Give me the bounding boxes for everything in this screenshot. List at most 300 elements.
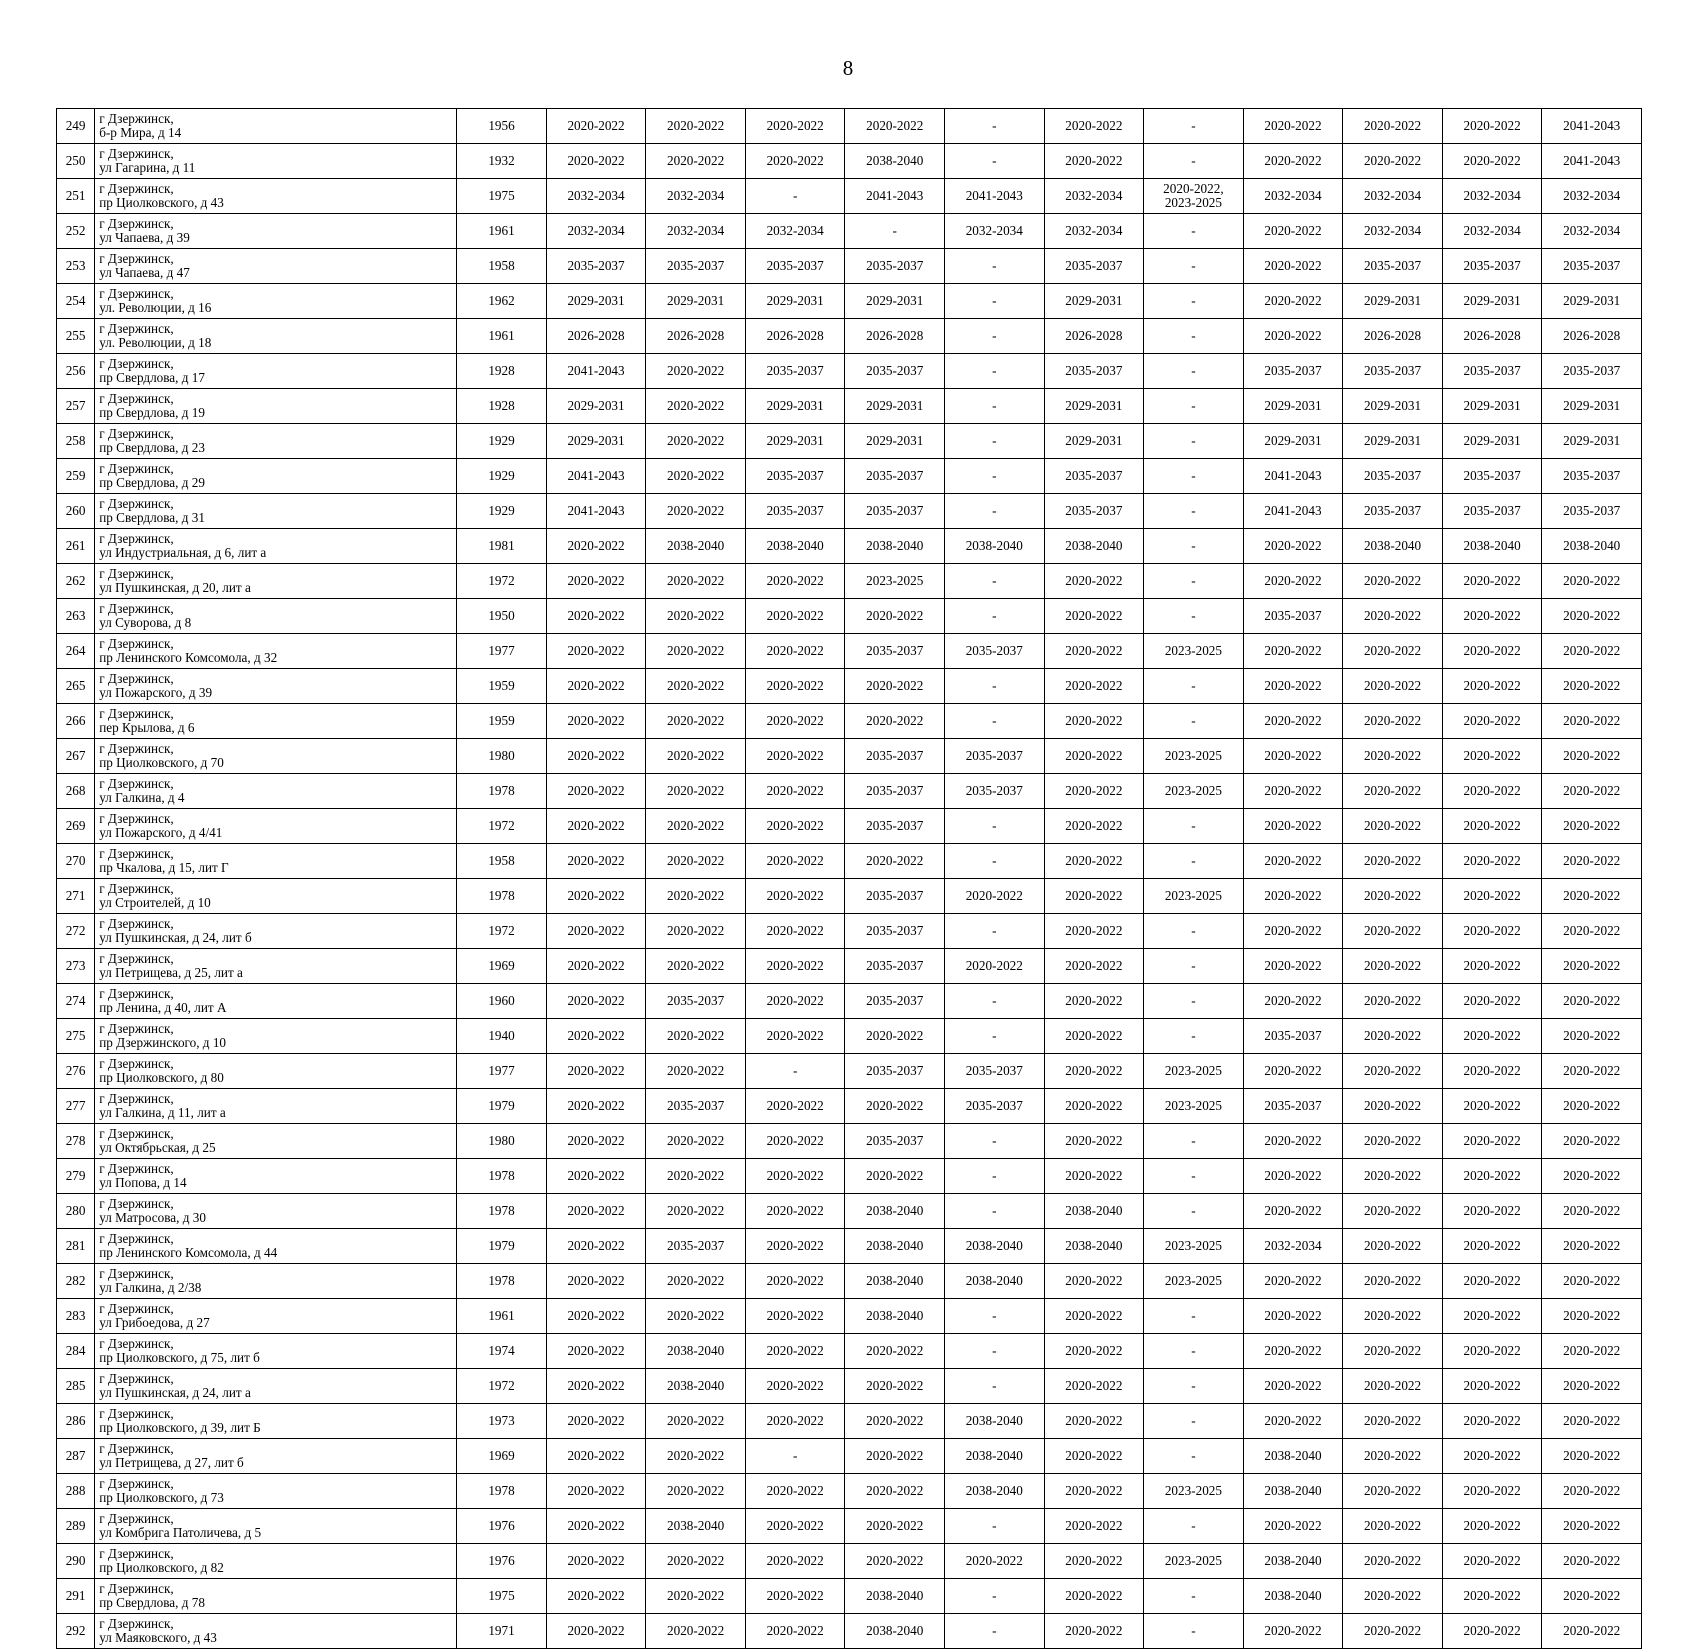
repair-period-cell: 2020-2022 bbox=[1542, 1194, 1642, 1229]
repair-period-cell: 2020-2022 bbox=[646, 1159, 746, 1194]
repair-period-cell: - bbox=[945, 1579, 1045, 1614]
address-cell: г Дзержинск, ул Галкина, д 2/38 bbox=[95, 1264, 457, 1299]
repair-period-cell: 2020-2022 bbox=[1044, 1404, 1144, 1439]
repair-period-cell: 2020-2022 bbox=[1243, 809, 1343, 844]
repair-period-cell: 2020-2022 bbox=[1442, 1264, 1542, 1299]
repair-period-cell: 2020-2022 bbox=[646, 1194, 746, 1229]
repair-period-cell: 2020-2022 bbox=[1044, 1579, 1144, 1614]
repair-period-cell: 2020-2022 bbox=[646, 1614, 746, 1649]
address-cell: г Дзержинск, пр Свердлова, д 17 bbox=[95, 354, 457, 389]
repair-period-cell: 2035-2037 bbox=[845, 1054, 945, 1089]
repair-period-cell: 2020-2022 bbox=[1542, 1369, 1642, 1404]
repair-period-cell: 2038-2040 bbox=[945, 1474, 1045, 1509]
repair-period-cell: 2035-2037 bbox=[1243, 354, 1343, 389]
repair-period-cell: 2020-2022 bbox=[546, 1264, 646, 1299]
repair-period-cell: 2020-2022 bbox=[646, 389, 746, 424]
repair-period-cell: 2020-2022 bbox=[1442, 1439, 1542, 1474]
repair-period-cell: 2020-2022 bbox=[745, 1194, 845, 1229]
repair-period-cell: 2020-2022 bbox=[1343, 739, 1443, 774]
repair-period-cell: 2020-2022 bbox=[745, 1404, 845, 1439]
repair-period-cell: - bbox=[1144, 1509, 1244, 1544]
repair-period-cell: - bbox=[945, 1614, 1045, 1649]
table-row bbox=[57, 459, 1642, 494]
repair-period-cell: 2020-2022 bbox=[1343, 1264, 1443, 1299]
repair-period-cell: 2020-2022 bbox=[1442, 634, 1542, 669]
repair-period-cell: - bbox=[1144, 564, 1244, 599]
page-number: 8 bbox=[842, 56, 854, 80]
repair-period-cell: - bbox=[1144, 459, 1244, 494]
repair-period-cell: - bbox=[945, 389, 1045, 424]
repair-period-cell: 2020-2022 bbox=[745, 914, 845, 949]
repair-period-cell: - bbox=[1144, 1369, 1244, 1404]
row-number-cell: 258 bbox=[57, 424, 95, 459]
repair-period-cell: 2026-2028 bbox=[1343, 319, 1443, 354]
repair-period-cell: - bbox=[745, 1439, 845, 1474]
repair-period-cell: 2038-2040 bbox=[646, 1509, 746, 1544]
repair-period-cell: 2020-2022 bbox=[745, 1089, 845, 1124]
repair-period-cell: 2020-2022 bbox=[1243, 1159, 1343, 1194]
repair-period-cell: 2020-2022 bbox=[1542, 984, 1642, 1019]
table-row bbox=[57, 424, 1642, 459]
repair-period-cell: 2020-2022 bbox=[1343, 564, 1443, 599]
repair-period-cell: 2020-2022 bbox=[646, 914, 746, 949]
repair-period-cell: 2035-2037 bbox=[1442, 494, 1542, 529]
repair-period-cell: 2023-2025 bbox=[1144, 1544, 1244, 1579]
repair-period-cell: 2038-2040 bbox=[845, 1579, 945, 1614]
repair-period-cell: 2020-2022 bbox=[1442, 1614, 1542, 1649]
repair-period-cell: 2020-2022 bbox=[745, 984, 845, 1019]
repair-period-cell: 2020-2022 bbox=[1343, 1474, 1443, 1509]
repair-period-cell: 2020-2022 bbox=[1044, 1019, 1144, 1054]
repair-period-cell: - bbox=[945, 564, 1045, 599]
repair-period-cell: 2020-2022 bbox=[646, 1054, 746, 1089]
repair-period-cell: 2020-2022 bbox=[546, 879, 646, 914]
repair-period-cell: 2020-2022 bbox=[1442, 1159, 1542, 1194]
repair-period-cell: 2029-2031 bbox=[1243, 424, 1343, 459]
repair-period-cell: 2020-2022 bbox=[845, 704, 945, 739]
repair-period-cell: 2020-2022 bbox=[1542, 1404, 1642, 1439]
row-number-cell: 250 bbox=[57, 144, 95, 179]
repair-period-cell: 2020-2022 bbox=[1442, 1544, 1542, 1579]
row-number-cell: 251 bbox=[57, 179, 95, 214]
table-row bbox=[57, 599, 1642, 634]
repair-period-cell: 2020-2022 bbox=[1243, 1369, 1343, 1404]
repair-period-cell: 2035-2037 bbox=[1243, 599, 1343, 634]
repair-period-cell: 2023-2025 bbox=[1144, 1474, 1244, 1509]
repair-period-cell: - bbox=[945, 809, 1045, 844]
address-cell: г Дзержинск, ул Строителей, д 10 bbox=[95, 879, 457, 914]
table-row bbox=[57, 214, 1642, 249]
repair-period-cell: 2020-2022 bbox=[646, 1264, 746, 1299]
repair-period-cell: - bbox=[1144, 599, 1244, 634]
row-number-cell: 255 bbox=[57, 319, 95, 354]
repair-period-cell: 2029-2031 bbox=[1343, 424, 1443, 459]
repair-period-cell: 2035-2037 bbox=[745, 354, 845, 389]
build-year-cell: 1969 bbox=[457, 1439, 547, 1474]
repair-period-cell: 2020-2022 bbox=[1044, 1509, 1144, 1544]
table-row bbox=[57, 564, 1642, 599]
row-number-cell: 291 bbox=[57, 1579, 95, 1614]
row-number-cell: 281 bbox=[57, 1229, 95, 1264]
build-year-cell: 1972 bbox=[457, 914, 547, 949]
repair-period-cell: - bbox=[1144, 844, 1244, 879]
repair-period-cell: 2035-2037 bbox=[1442, 459, 1542, 494]
repair-period-cell: 2020-2022 bbox=[546, 109, 646, 144]
repair-period-cell: - bbox=[845, 214, 945, 249]
repair-period-cell: 2020-2022 bbox=[1343, 1509, 1443, 1544]
repair-period-cell: - bbox=[945, 424, 1045, 459]
repair-period-cell: 2035-2037 bbox=[845, 354, 945, 389]
table-row bbox=[57, 1334, 1642, 1369]
repair-period-cell: 2020-2022 bbox=[745, 109, 845, 144]
table-row bbox=[57, 389, 1642, 424]
repair-period-cell: 2041-2043 bbox=[546, 494, 646, 529]
repair-period-cell: 2020-2022 bbox=[1044, 109, 1144, 144]
repair-period-cell: 2035-2037 bbox=[646, 249, 746, 284]
repair-period-cell: 2020-2022 bbox=[745, 739, 845, 774]
repair-period-cell: 2020-2022 bbox=[1243, 704, 1343, 739]
repair-period-cell: 2029-2031 bbox=[1243, 389, 1343, 424]
repair-period-cell: 2020-2022 bbox=[1343, 1194, 1443, 1229]
repair-period-cell: - bbox=[945, 459, 1045, 494]
build-year-cell: 1959 bbox=[457, 669, 547, 704]
repair-period-cell: 2029-2031 bbox=[1542, 389, 1642, 424]
repair-period-cell: 2032-2034 bbox=[1343, 214, 1443, 249]
build-year-cell: 1975 bbox=[457, 1579, 547, 1614]
table-row bbox=[57, 1089, 1642, 1124]
repair-period-cell: 2020-2022 bbox=[1542, 1509, 1642, 1544]
repair-period-cell: 2020-2022 bbox=[1542, 1544, 1642, 1579]
repair-period-cell: 2020-2022 bbox=[1542, 1474, 1642, 1509]
repair-period-cell: 2020-2022 bbox=[745, 1019, 845, 1054]
repair-period-cell: 2020-2022 bbox=[745, 1299, 845, 1334]
repair-period-cell: 2020-2022 bbox=[1343, 1614, 1443, 1649]
repair-period-cell: 2029-2031 bbox=[845, 389, 945, 424]
repair-period-cell: 2020-2022 bbox=[546, 774, 646, 809]
repair-period-cell: 2020-2022 bbox=[646, 1579, 746, 1614]
repair-period-cell: 2020-2022 bbox=[945, 949, 1045, 984]
address-cell: г Дзержинск, пр Циолковского, д 43 bbox=[95, 179, 457, 214]
repair-period-cell: 2038-2040 bbox=[646, 1334, 746, 1369]
repair-period-cell: 2035-2037 bbox=[1343, 354, 1443, 389]
repair-period-cell: 2035-2037 bbox=[845, 1124, 945, 1159]
repair-period-cell: 2020-2022 bbox=[845, 1474, 945, 1509]
repair-period-cell: 2020-2022 bbox=[745, 844, 845, 879]
repair-period-cell: 2020-2022 bbox=[1542, 1439, 1642, 1474]
repair-period-cell: 2020-2022 bbox=[546, 564, 646, 599]
repair-period-cell: 2020-2022 bbox=[1542, 599, 1642, 634]
repair-period-cell: - bbox=[1144, 389, 1244, 424]
repair-period-cell: 2020-2022 bbox=[745, 1159, 845, 1194]
repair-period-cell: 2020-2022 bbox=[646, 949, 746, 984]
address-cell: г Дзержинск, ул Маяковского, д 43 bbox=[95, 1614, 457, 1649]
repair-period-cell: 2020-2022 bbox=[646, 739, 746, 774]
repair-period-cell: 2020-2022 bbox=[1542, 1614, 1642, 1649]
repair-period-cell: 2020-2022 bbox=[1044, 704, 1144, 739]
repair-period-cell: - bbox=[945, 354, 1045, 389]
repair-period-cell: 2038-2040 bbox=[1542, 529, 1642, 564]
repair-period-cell: 2020-2022 bbox=[1542, 669, 1642, 704]
address-cell: г Дзержинск, ул Суворова, д 8 bbox=[95, 599, 457, 634]
repair-period-cell: 2020-2022 bbox=[546, 739, 646, 774]
build-year-cell: 1977 bbox=[457, 1054, 547, 1089]
table-row bbox=[57, 914, 1642, 949]
build-year-cell: 1956 bbox=[457, 109, 547, 144]
row-number-cell: 257 bbox=[57, 389, 95, 424]
repair-period-cell: - bbox=[945, 249, 1045, 284]
repair-period-cell: 2020-2022 bbox=[1542, 1579, 1642, 1614]
build-year-cell: 1978 bbox=[457, 879, 547, 914]
repair-period-cell: - bbox=[945, 1159, 1045, 1194]
address-cell: г Дзержинск, ул Петрищева, д 27, лит б bbox=[95, 1439, 457, 1474]
repair-period-cell: 2026-2028 bbox=[1442, 319, 1542, 354]
repair-period-cell: 2020-2022 bbox=[646, 599, 746, 634]
repair-period-cell: 2020-2022 bbox=[1343, 1159, 1443, 1194]
repair-period-cell: 2020-2022 bbox=[745, 774, 845, 809]
table-row bbox=[57, 634, 1642, 669]
address-cell: г Дзержинск, ул Петрищева, д 25, лит а bbox=[95, 949, 457, 984]
repair-period-cell: 2020-2022 bbox=[1442, 599, 1542, 634]
repair-period-cell: 2023-2025 bbox=[1144, 1089, 1244, 1124]
repair-period-cell: 2035-2037 bbox=[945, 1054, 1045, 1089]
build-year-cell: 1928 bbox=[457, 354, 547, 389]
repair-period-cell: 2029-2031 bbox=[546, 424, 646, 459]
build-year-cell: 1929 bbox=[457, 494, 547, 529]
repair-period-cell: 2020-2022 bbox=[745, 564, 845, 599]
repair-period-cell: 2020-2022 bbox=[646, 1439, 746, 1474]
build-year-cell: 1978 bbox=[457, 1159, 547, 1194]
table-row bbox=[57, 1054, 1642, 1089]
repair-period-cell: - bbox=[1144, 144, 1244, 179]
repair-period-cell: 2020-2022 bbox=[1044, 984, 1144, 1019]
repair-period-cell: 2020-2022 bbox=[1243, 109, 1343, 144]
repair-period-cell: 2032-2034 bbox=[546, 214, 646, 249]
repair-period-cell: 2035-2037 bbox=[845, 774, 945, 809]
address-cell: г Дзержинск, пр Свердлова, д 29 bbox=[95, 459, 457, 494]
repair-period-cell: 2038-2040 bbox=[945, 1229, 1045, 1264]
row-number-cell: 249 bbox=[57, 109, 95, 144]
table-row bbox=[57, 949, 1642, 984]
repair-period-cell: - bbox=[945, 1299, 1045, 1334]
row-number-cell: 284 bbox=[57, 1334, 95, 1369]
repair-period-cell: 2035-2037 bbox=[1542, 494, 1642, 529]
repair-period-cell: 2020-2022 bbox=[1343, 879, 1443, 914]
row-number-cell: 282 bbox=[57, 1264, 95, 1299]
build-year-cell: 1978 bbox=[457, 1264, 547, 1299]
repair-period-cell: 2020-2022 bbox=[1243, 564, 1343, 599]
repair-period-cell: 2020-2022 bbox=[1442, 1334, 1542, 1369]
repair-period-cell: 2029-2031 bbox=[1044, 284, 1144, 319]
address-cell: г Дзержинск, пер Крылова, д 6 bbox=[95, 704, 457, 739]
repair-period-cell: 2020-2022 bbox=[1442, 1124, 1542, 1159]
build-year-cell: 1974 bbox=[457, 1334, 547, 1369]
repair-period-cell: 2020-2022 bbox=[546, 529, 646, 564]
repair-period-cell: - bbox=[1144, 354, 1244, 389]
build-year-cell: 1962 bbox=[457, 284, 547, 319]
address-cell: г Дзержинск, пр Ленина, д 40, лит А bbox=[95, 984, 457, 1019]
repair-period-cell: 2020-2022 bbox=[1044, 809, 1144, 844]
repair-period-cell: 2041-2043 bbox=[1243, 494, 1343, 529]
repair-period-cell: 2020-2022 bbox=[1044, 1474, 1144, 1509]
repair-period-cell: 2038-2040 bbox=[845, 1614, 945, 1649]
repair-period-cell: 2020-2022 bbox=[1044, 879, 1144, 914]
repair-period-cell: 2035-2037 bbox=[646, 1089, 746, 1124]
repair-period-cell: 2020-2022 bbox=[1442, 984, 1542, 1019]
build-year-cell: 1972 bbox=[457, 809, 547, 844]
repair-period-cell: 2020-2022 bbox=[1343, 774, 1443, 809]
repair-period-cell: 2020-2022 bbox=[1343, 1229, 1443, 1264]
build-year-cell: 1958 bbox=[457, 249, 547, 284]
repair-period-cell: - bbox=[1144, 1194, 1244, 1229]
repair-period-cell: 2029-2031 bbox=[1044, 389, 1144, 424]
repair-period-cell: - bbox=[945, 319, 1045, 354]
repair-period-cell: 2020-2022 bbox=[1044, 844, 1144, 879]
repair-period-cell: 2026-2028 bbox=[1542, 319, 1642, 354]
repair-period-cell: 2020-2022 bbox=[1442, 1089, 1542, 1124]
repair-period-cell: 2020-2022 bbox=[646, 809, 746, 844]
repair-period-cell: 2020-2022 bbox=[646, 704, 746, 739]
repair-period-cell: 2029-2031 bbox=[546, 389, 646, 424]
row-number-cell: 264 bbox=[57, 634, 95, 669]
repair-period-cell: 2020-2022 bbox=[1542, 1089, 1642, 1124]
repair-period-cell: 2020-2022 bbox=[1044, 1369, 1144, 1404]
repair-period-cell: 2020-2022 bbox=[1044, 1089, 1144, 1124]
repair-period-cell: 2020-2022 bbox=[1442, 1054, 1542, 1089]
row-number-cell: 272 bbox=[57, 914, 95, 949]
repair-period-cell: - bbox=[1144, 669, 1244, 704]
repair-period-cell: - bbox=[1144, 494, 1244, 529]
repair-period-cell: - bbox=[945, 1509, 1045, 1544]
repair-period-cell: 2041-2043 bbox=[546, 354, 646, 389]
address-cell: г Дзержинск, пр Циолковского, д 82 bbox=[95, 1544, 457, 1579]
row-number-cell: 265 bbox=[57, 669, 95, 704]
row-number-cell: 261 bbox=[57, 529, 95, 564]
repair-period-cell: 2020-2022 bbox=[1243, 529, 1343, 564]
repair-period-cell: 2035-2037 bbox=[1542, 459, 1642, 494]
repair-period-cell: - bbox=[945, 1019, 1045, 1054]
repair-period-cell: 2035-2037 bbox=[1044, 249, 1144, 284]
row-number-cell: 283 bbox=[57, 1299, 95, 1334]
build-year-cell: 1950 bbox=[457, 599, 547, 634]
repair-period-cell: 2020-2022 bbox=[1044, 1124, 1144, 1159]
repair-period-cell: 2023-2025 bbox=[845, 564, 945, 599]
repair-period-cell: 2020-2022 bbox=[1442, 879, 1542, 914]
repair-period-cell: 2020-2022 bbox=[1343, 914, 1443, 949]
repair-period-cell: 2032-2034 bbox=[1343, 179, 1443, 214]
table-row bbox=[57, 669, 1642, 704]
repair-period-cell: 2020-2022 bbox=[546, 809, 646, 844]
repair-period-cell: 2038-2040 bbox=[945, 1404, 1045, 1439]
repair-period-cell: 2023-2025 bbox=[1144, 739, 1244, 774]
build-year-cell: 1932 bbox=[457, 144, 547, 179]
repair-period-cell: 2029-2031 bbox=[1542, 284, 1642, 319]
repair-period-cell: 2032-2034 bbox=[1542, 179, 1642, 214]
repair-period-cell: 2020-2022 bbox=[1243, 249, 1343, 284]
repair-period-cell: 2035-2037 bbox=[1044, 494, 1144, 529]
repair-period-cell: 2038-2040 bbox=[945, 1264, 1045, 1299]
build-year-cell: 1972 bbox=[457, 564, 547, 599]
repair-period-cell: 2035-2037 bbox=[1442, 249, 1542, 284]
repair-period-cell: 2038-2040 bbox=[845, 1194, 945, 1229]
repair-period-cell: 2020-2022 bbox=[1243, 669, 1343, 704]
repair-period-cell: 2023-2025 bbox=[1144, 774, 1244, 809]
repair-period-cell: 2035-2037 bbox=[845, 984, 945, 1019]
table-row bbox=[57, 1194, 1642, 1229]
table-row bbox=[57, 1404, 1642, 1439]
repair-period-cell: 2020-2022 bbox=[1243, 1194, 1343, 1229]
repair-period-cell: 2020-2022 bbox=[1542, 1019, 1642, 1054]
repair-period-cell: 2020-2022 bbox=[1044, 1159, 1144, 1194]
repair-period-cell: 2020-2022 bbox=[1044, 564, 1144, 599]
repair-period-cell: 2020-2022 bbox=[546, 599, 646, 634]
repair-period-cell: 2020-2022 bbox=[1343, 1124, 1443, 1159]
repair-period-cell: 2020-2022 bbox=[546, 144, 646, 179]
repair-period-cell: 2032-2034 bbox=[1243, 179, 1343, 214]
repair-period-cell: - bbox=[945, 984, 1045, 1019]
repair-period-cell: 2020-2022 bbox=[745, 1544, 845, 1579]
repair-period-cell: 2020-2022 bbox=[546, 1054, 646, 1089]
row-number-cell: 279 bbox=[57, 1159, 95, 1194]
repair-period-cell: 2020-2022 bbox=[1343, 109, 1443, 144]
repair-period-cell: 2020-2022 bbox=[1243, 1334, 1343, 1369]
table-row bbox=[57, 529, 1642, 564]
repair-period-cell: 2035-2037 bbox=[845, 914, 945, 949]
repair-period-cell: 2041-2043 bbox=[1542, 144, 1642, 179]
repair-period-cell: 2020-2022 bbox=[1442, 669, 1542, 704]
address-cell: г Дзержинск, ул Пожарского, д 4/41 bbox=[95, 809, 457, 844]
repair-period-cell: 2020-2022 bbox=[845, 1089, 945, 1124]
build-year-cell: 1980 bbox=[457, 739, 547, 774]
repair-period-cell: 2035-2037 bbox=[845, 459, 945, 494]
repair-period-cell: 2020-2022 bbox=[646, 1404, 746, 1439]
repair-period-cell: 2020-2022 bbox=[546, 1614, 646, 1649]
repair-period-cell: 2020-2022 bbox=[546, 984, 646, 1019]
repair-period-cell: 2020-2022 bbox=[1243, 1264, 1343, 1299]
repair-period-cell: 2038-2040 bbox=[845, 144, 945, 179]
repair-period-cell: 2020-2022 bbox=[1243, 844, 1343, 879]
repair-period-cell: 2020-2022 bbox=[1442, 809, 1542, 844]
repair-period-cell: 2020-2022 bbox=[546, 949, 646, 984]
repair-period-cell: 2029-2031 bbox=[1542, 424, 1642, 459]
repair-period-cell: 2020-2022 bbox=[1542, 879, 1642, 914]
repair-period-cell: 2032-2034 bbox=[1044, 179, 1144, 214]
repair-period-cell: 2035-2037 bbox=[546, 249, 646, 284]
repair-period-cell: 2035-2037 bbox=[1343, 459, 1443, 494]
repair-period-cell: 2020-2022 bbox=[1343, 1299, 1443, 1334]
table-row bbox=[57, 319, 1642, 354]
repair-period-cell: 2026-2028 bbox=[745, 319, 845, 354]
repair-period-cell: 2038-2040 bbox=[1442, 529, 1542, 564]
row-number-cell: 269 bbox=[57, 809, 95, 844]
repair-period-cell: 2020-2022 bbox=[1343, 1089, 1443, 1124]
repair-period-cell: 2020-2022 bbox=[646, 844, 746, 879]
repair-period-cell: 2038-2040 bbox=[1243, 1474, 1343, 1509]
repair-period-cell: 2029-2031 bbox=[745, 389, 845, 424]
repair-period-cell: 2032-2034 bbox=[1442, 179, 1542, 214]
repair-period-cell: - bbox=[945, 109, 1045, 144]
repair-period-cell: 2035-2037 bbox=[1044, 354, 1144, 389]
table-row bbox=[57, 844, 1642, 879]
repair-period-cell: 2020-2022 bbox=[1243, 1299, 1343, 1334]
repair-period-cell: 2029-2031 bbox=[546, 284, 646, 319]
repair-period-cell: 2020-2022 bbox=[845, 1404, 945, 1439]
repair-period-cell: 2020-2022 bbox=[845, 1544, 945, 1579]
repair-period-cell: 2020-2022 bbox=[745, 1474, 845, 1509]
build-year-cell: 1929 bbox=[457, 424, 547, 459]
repair-period-cell: 2035-2037 bbox=[1243, 1019, 1343, 1054]
repair-period-cell: 2020-2022 bbox=[1542, 1299, 1642, 1334]
repair-period-cell: 2020-2022 bbox=[1542, 1159, 1642, 1194]
